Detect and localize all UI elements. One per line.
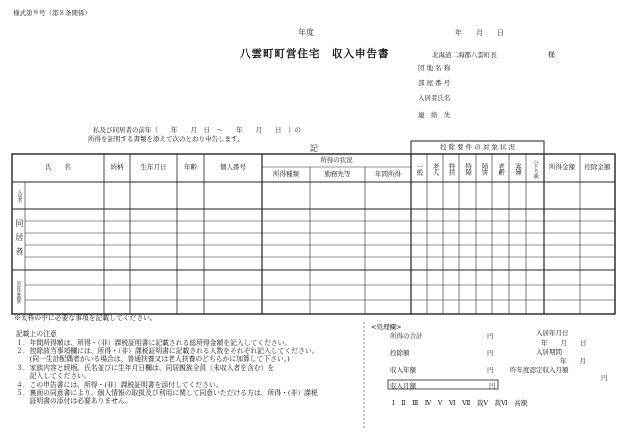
yen-unit: 円 xyxy=(487,349,494,357)
header-workplace: 勤務先等 xyxy=(324,169,351,178)
field-room-number: 部 屋 番 号 xyxy=(418,79,451,87)
processing-deduction: 控除額 xyxy=(390,349,410,357)
processing-annual-income: 収入年額 xyxy=(390,366,416,374)
processing-tenancy-period: 入居期間 xyxy=(536,348,562,356)
field-tenant-name: 入居者氏名 xyxy=(418,94,451,102)
intro-line-1: 私及び同居者の前年（ 年 月 日 ～ 年 月 日 ）の xyxy=(93,126,301,134)
header-income-type: 所得種類 xyxy=(273,169,299,178)
side-label-tenant: 入居者 xyxy=(16,189,22,202)
bold-frame-note: ※太枠の中に必要な事項を記載してください。 xyxy=(14,314,157,322)
intro-line-2: 所得を証明する書類を添えて次のとおり申告します。 xyxy=(88,135,244,143)
processing-prev-year-rent: 昨年度認定収入月額 xyxy=(510,366,569,374)
tenancy-period-value: 年 月 xyxy=(560,357,586,365)
processing-move-in-date: 入居年月日 xyxy=(536,329,569,337)
income-grade-list: Ⅰ Ⅱ Ⅲ Ⅳ Ⅴ Ⅵ Ⅶ 裁Ⅴ 裁Ⅵ 高額 xyxy=(392,399,528,407)
header-deduction-single-parent: ひとり親 xyxy=(532,159,539,178)
form-number: 様式第９号（第８条関係） xyxy=(13,9,91,17)
recipient-suffix: 様 xyxy=(548,51,555,59)
move-in-date-value: 年 月 日 xyxy=(541,339,587,347)
header-name: 氏 名 xyxy=(45,163,71,172)
header-deduction-status: 控 除 要 件 の 対 象 状 況 xyxy=(439,142,516,151)
header-deduction-special-dependent: 特扶 xyxy=(447,162,456,175)
header-income-status: 所得の状況 xyxy=(320,155,353,164)
header-relation: 続柄 xyxy=(110,163,124,172)
header-income-amount: 所得金額 xyxy=(549,163,575,172)
header-deduction-disabled: 障害 xyxy=(480,162,489,175)
yen-unit: 円 xyxy=(487,366,494,374)
header-deduction-amount: 控除金額 xyxy=(584,163,611,172)
yen-unit: 円 xyxy=(489,382,496,390)
note-item: 記入してください。 xyxy=(16,372,91,380)
header-deduction-elderly: 老人 xyxy=(431,162,440,175)
header-personal-number: 個人番号 xyxy=(220,163,246,172)
recipient: 北海道二海郡八雲町長 xyxy=(432,51,497,59)
header-deduction-special-disabled: 特障 xyxy=(464,162,473,175)
note-item: (同一生計配偶者がいる場合は、普通扶養又は老人扶養のどちらかに加算して下さい。) xyxy=(16,355,290,363)
processing-monthly-income: 収入月額 xyxy=(390,382,416,390)
note-item: ４．この申告書には、所得・(非）課税証明書を添付してください。 xyxy=(16,381,223,389)
date-label: 年 月 日 xyxy=(455,29,504,37)
notes-title: 記載上の注意 xyxy=(16,330,57,338)
year-label: 年度 xyxy=(298,28,314,37)
header-birth: 生年月日 xyxy=(140,163,167,172)
note-item: ２．控除該当事項欄には、所得・（非）課税証明書に記載される人数をそれぞれ記入してください。 xyxy=(16,347,319,355)
field-complex-name: 団 地 名 称 xyxy=(418,64,451,72)
header-deduction-aged: 老齢 xyxy=(497,162,506,175)
page-title: 八雲町町営住宅 収入申告書 xyxy=(240,48,390,60)
side-label-cohabitant: 同居者 xyxy=(14,218,24,261)
note-item: ３．家族内容と続柄、氏名並びに生年月日欄は、同居親族全員（未収入者を含む）を xyxy=(16,364,275,372)
note-item: 証明書の添付は必要ありません。 xyxy=(16,397,132,405)
record-label: 記 xyxy=(310,144,318,153)
yen-unit: 円 xyxy=(487,332,494,340)
processing-title: <処理欄> xyxy=(371,323,402,331)
processing-total-income: 所得の合計 xyxy=(390,332,423,340)
side-label-non-resident: 別居扶養親族 xyxy=(16,280,22,304)
note-item: １．年間所得額は、所得・（非）課税証明書に記載される総所得金額を記入してください。 xyxy=(16,339,292,347)
field-contact: 連 絡 先 xyxy=(418,111,451,119)
yen-unit: 円 xyxy=(601,374,608,382)
header-age: 年齢 xyxy=(184,163,197,172)
note-item: ５．裏面の同意書により、個人情報の取扱及び利用に関して同意いただける方は、所得・(非）課税 xyxy=(16,389,318,397)
header-annual-income: 年間所得 xyxy=(375,169,401,178)
header-deduction-general: 一般 xyxy=(415,162,424,175)
header-deduction-widow: 寡婦 xyxy=(514,162,523,175)
